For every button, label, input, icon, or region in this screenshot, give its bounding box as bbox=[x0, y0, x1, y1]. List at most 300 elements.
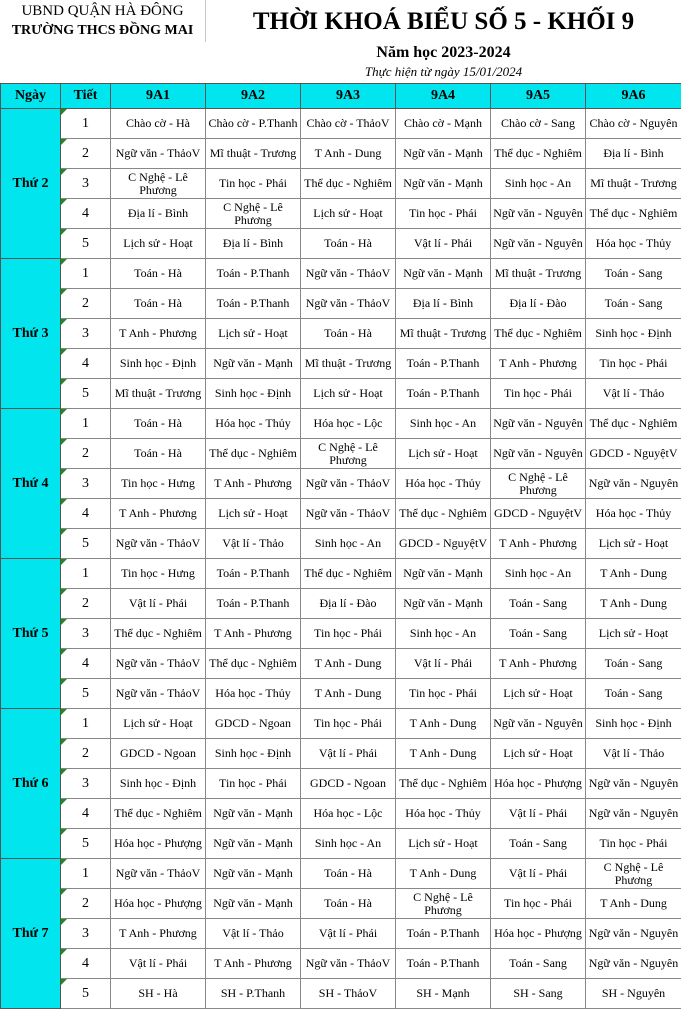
lesson-cell: Toán - P.Thanh bbox=[396, 949, 491, 979]
lesson-cell: T Anh - Dung bbox=[586, 889, 681, 919]
period-number bbox=[61, 739, 111, 769]
lesson-cell: Chào cờ - P.Thanh bbox=[206, 109, 301, 139]
lesson-cell: Toán - Hà bbox=[111, 409, 206, 439]
lesson-cell: Địa lí - Đào bbox=[301, 589, 396, 619]
table-row bbox=[1, 679, 681, 709]
lesson-cell: SH - Mạnh bbox=[396, 979, 491, 1009]
lesson-cell: Tin học - Phái bbox=[396, 199, 491, 229]
table-row bbox=[1, 259, 681, 289]
lesson-cell: GDCD - NguyệtV bbox=[491, 499, 586, 529]
lesson-cell: Lịch sử - Hoạt bbox=[206, 319, 301, 349]
lesson-cell: Lịch sử - Hoạt bbox=[301, 199, 396, 229]
lesson-cell: SH - Hà bbox=[111, 979, 206, 1009]
lesson-cell: Toán - P.Thanh bbox=[206, 589, 301, 619]
lesson-cell: Thể dục - Nghiêm bbox=[491, 139, 586, 169]
lesson-cell: Toán - Hà bbox=[111, 439, 206, 469]
cell-marker-icon bbox=[61, 829, 67, 835]
class-header-9a5: 9A5 bbox=[491, 84, 586, 109]
cell-marker-icon bbox=[61, 319, 67, 325]
cell-marker-icon bbox=[61, 649, 67, 655]
table-row bbox=[1, 589, 681, 619]
lesson-cell: Thể dục - Nghiêm bbox=[206, 649, 301, 679]
period-label: 3 bbox=[82, 626, 89, 641]
lesson-cell: Hóa học - Thủy bbox=[206, 679, 301, 709]
lesson-cell: T Anh - Dung bbox=[586, 589, 681, 619]
table-row bbox=[1, 109, 681, 139]
period-label: 1 bbox=[82, 566, 89, 581]
lesson-cell: Toán - Sang bbox=[491, 829, 586, 859]
table-row bbox=[1, 349, 681, 379]
class-header-9a3: 9A3 bbox=[301, 84, 396, 109]
lesson-cell: Toán - P.Thanh bbox=[206, 559, 301, 589]
lesson-cell: Toán - Sang bbox=[586, 289, 681, 319]
lesson-cell: Sinh học - Định bbox=[206, 739, 301, 769]
lesson-cell: Địa lí - Đào bbox=[491, 289, 586, 319]
lesson-cell: Mĩ thuật - Trương bbox=[301, 349, 396, 379]
lesson-cell: T Anh - Phương bbox=[206, 469, 301, 499]
lesson-cell: Sinh học - Định bbox=[111, 769, 206, 799]
lesson-cell: Lịch sử - Hoạt bbox=[111, 709, 206, 739]
lesson-cell: Hóa học - Phượng bbox=[111, 829, 206, 859]
cell-marker-icon bbox=[61, 229, 67, 235]
lesson-cell: Thể dục - Nghiêm bbox=[396, 499, 491, 529]
cell-marker-icon bbox=[61, 289, 67, 295]
cell-marker-icon bbox=[61, 499, 67, 505]
lesson-cell: Sinh học - An bbox=[491, 169, 586, 199]
lesson-cell: Vật lí - Thảo bbox=[586, 739, 681, 769]
period-number bbox=[61, 649, 111, 679]
timetable bbox=[0, 83, 681, 1009]
lesson-cell: Lịch sử - Hoạt bbox=[396, 829, 491, 859]
period-number bbox=[61, 409, 111, 439]
lesson-cell: Tin học - Phái bbox=[586, 829, 681, 859]
lesson-cell: T Anh - Dung bbox=[396, 709, 491, 739]
lesson-cell: Toán - P.Thanh bbox=[396, 919, 491, 949]
cell-marker-icon bbox=[61, 409, 67, 415]
lesson-cell: Sinh học - An bbox=[396, 619, 491, 649]
lesson-cell: Tin học - Phái bbox=[301, 619, 396, 649]
lesson-cell: Lịch sử - Hoạt bbox=[111, 229, 206, 259]
lesson-cell: Địa lí - Bình bbox=[111, 199, 206, 229]
lesson-cell: Vật lí - Thảo bbox=[206, 919, 301, 949]
period-label: 4 bbox=[82, 806, 89, 821]
class-header-9a4: 9A4 bbox=[396, 84, 491, 109]
lesson-cell: SH - P.Thanh bbox=[206, 979, 301, 1009]
table-row bbox=[1, 979, 681, 1009]
table-row bbox=[1, 289, 681, 319]
period-label: 4 bbox=[82, 506, 89, 521]
lesson-cell: GDCD - Ngoan bbox=[301, 769, 396, 799]
lesson-cell: C Nghệ - Lê Phương bbox=[491, 469, 586, 499]
lesson-cell: Địa lí - Bình bbox=[206, 229, 301, 259]
day-label: Thứ 6 bbox=[1, 709, 61, 859]
table-row bbox=[1, 379, 681, 409]
period-number bbox=[61, 439, 111, 469]
lesson-cell: Vật lí - Phái bbox=[301, 739, 396, 769]
cell-marker-icon bbox=[61, 379, 67, 385]
period-label: 5 bbox=[82, 836, 89, 851]
lesson-cell: Mĩ thuật - Trương bbox=[111, 379, 206, 409]
lesson-cell: Hóa học - Thủy bbox=[586, 499, 681, 529]
lesson-cell: Ngữ văn - ThảoV bbox=[301, 469, 396, 499]
period-label: 4 bbox=[82, 656, 89, 671]
lesson-cell: Sinh học - An bbox=[301, 529, 396, 559]
lesson-cell: Vật lí - Phái bbox=[301, 919, 396, 949]
table-row bbox=[1, 139, 681, 169]
table-row bbox=[1, 739, 681, 769]
lesson-cell: Ngữ văn - Mạnh bbox=[396, 259, 491, 289]
lesson-cell: Hóa học - Lộc bbox=[301, 409, 396, 439]
lesson-cell: Toán - Sang bbox=[491, 949, 586, 979]
lesson-cell: Tin học - Phái bbox=[396, 679, 491, 709]
lesson-cell: Toán - Sang bbox=[586, 649, 681, 679]
lesson-cell: Hóa học - Phượng bbox=[111, 889, 206, 919]
lesson-cell: Ngữ văn - Mạnh bbox=[206, 829, 301, 859]
lesson-cell: Mĩ thuật - Trương bbox=[491, 259, 586, 289]
period-number bbox=[61, 289, 111, 319]
table-row bbox=[1, 709, 681, 739]
lesson-cell: Ngữ văn - Mạnh bbox=[206, 799, 301, 829]
lesson-cell: Toán - Sang bbox=[491, 619, 586, 649]
cell-marker-icon bbox=[61, 349, 67, 355]
lesson-cell: Hóa học - Lộc bbox=[301, 799, 396, 829]
cell-marker-icon bbox=[61, 559, 67, 565]
period-label: 3 bbox=[82, 176, 89, 191]
table-row bbox=[1, 769, 681, 799]
period-number bbox=[61, 679, 111, 709]
table-row bbox=[1, 229, 681, 259]
period-label: 5 bbox=[82, 236, 89, 251]
lesson-cell: C Nghệ - Lê Phương bbox=[206, 199, 301, 229]
lesson-cell: Ngữ văn - ThảoV bbox=[301, 949, 396, 979]
period-number bbox=[61, 499, 111, 529]
lesson-cell: SH - ThảoV bbox=[301, 979, 396, 1009]
lesson-cell: Vật lí - Phái bbox=[396, 229, 491, 259]
lesson-cell: Thể dục - Nghiêm bbox=[301, 559, 396, 589]
period-label: 3 bbox=[82, 926, 89, 941]
lesson-cell: Tin học - Phái bbox=[206, 169, 301, 199]
lesson-cell: Ngữ văn - Nguyên bbox=[586, 919, 681, 949]
lesson-cell: Vật lí - Phái bbox=[396, 649, 491, 679]
lesson-cell: Hóa học - Phượng bbox=[491, 919, 586, 949]
period-label: 2 bbox=[82, 746, 89, 761]
lesson-cell: Ngữ văn - Mạnh bbox=[206, 859, 301, 889]
lesson-cell: T Anh - Phương bbox=[111, 919, 206, 949]
lesson-cell: Ngữ văn - Nguyên bbox=[491, 409, 586, 439]
period-number bbox=[61, 859, 111, 889]
lesson-cell: Thể dục - Nghiêm bbox=[301, 169, 396, 199]
class-header-9a2: 9A2 bbox=[206, 84, 301, 109]
lesson-cell: Vật lí - Thảo bbox=[586, 379, 681, 409]
cell-marker-icon bbox=[61, 109, 67, 115]
period-number bbox=[61, 469, 111, 499]
lesson-cell: Sinh học - Định bbox=[586, 319, 681, 349]
lesson-cell: Toán - P.Thanh bbox=[206, 259, 301, 289]
lesson-cell: T Anh - Phương bbox=[206, 949, 301, 979]
lesson-cell: Sinh học - An bbox=[396, 409, 491, 439]
period-label: 3 bbox=[82, 776, 89, 791]
lesson-cell: SH - Sang bbox=[491, 979, 586, 1009]
lesson-cell: Lịch sử - Hoạt bbox=[491, 739, 586, 769]
cell-marker-icon bbox=[61, 799, 67, 805]
period-label: 4 bbox=[82, 956, 89, 971]
lesson-cell: Chào cờ - Mạnh bbox=[396, 109, 491, 139]
period-number bbox=[61, 169, 111, 199]
lesson-cell: Toán - Hà bbox=[301, 859, 396, 889]
period-number bbox=[61, 889, 111, 919]
lesson-cell: Thể dục - Nghiêm bbox=[586, 409, 681, 439]
period-number bbox=[61, 109, 111, 139]
period-number bbox=[61, 829, 111, 859]
period-number bbox=[61, 379, 111, 409]
period-label: 4 bbox=[82, 206, 89, 221]
lesson-cell: T Anh - Dung bbox=[396, 739, 491, 769]
lesson-cell: Tin học - Phái bbox=[206, 769, 301, 799]
lesson-cell: Hóa học - Phượng bbox=[491, 769, 586, 799]
lesson-cell: Chào cờ - Hà bbox=[111, 109, 206, 139]
lesson-cell: Ngữ văn - ThảoV bbox=[111, 679, 206, 709]
lesson-cell: Toán - Sang bbox=[586, 259, 681, 289]
lesson-cell: T Anh - Phương bbox=[491, 349, 586, 379]
lesson-cell: C Nghệ - Lê Phương bbox=[586, 859, 681, 889]
day-column-header: Ngày bbox=[1, 84, 61, 109]
period-label: 5 bbox=[82, 536, 89, 551]
table-row bbox=[1, 499, 681, 529]
class-header-9a1: 9A1 bbox=[111, 84, 206, 109]
lesson-cell: Toán - Hà bbox=[301, 229, 396, 259]
lesson-cell: C Nghệ - Lê Phương bbox=[396, 889, 491, 919]
lesson-cell: Sinh học - Định bbox=[206, 379, 301, 409]
period-label: 1 bbox=[82, 866, 89, 881]
table-row bbox=[1, 859, 681, 889]
lesson-cell: Ngữ văn - Nguyên bbox=[491, 709, 586, 739]
lesson-cell: T Anh - Dung bbox=[396, 859, 491, 889]
lesson-cell: Vật lí - Phái bbox=[111, 589, 206, 619]
cell-marker-icon bbox=[61, 439, 67, 445]
period-number bbox=[61, 319, 111, 349]
period-number bbox=[61, 259, 111, 289]
period-number bbox=[61, 229, 111, 259]
lesson-cell: Vật lí - Thảo bbox=[206, 529, 301, 559]
lesson-cell: Lịch sử - Hoạt bbox=[586, 619, 681, 649]
day-label: Thứ 2 bbox=[1, 109, 61, 259]
period-label: 2 bbox=[82, 146, 89, 161]
lesson-cell: Toán - P.Thanh bbox=[396, 349, 491, 379]
lesson-cell: C Nghệ - Lê Phương bbox=[111, 169, 206, 199]
table-row bbox=[1, 919, 681, 949]
table-row bbox=[1, 199, 681, 229]
cell-marker-icon bbox=[61, 949, 67, 955]
cell-marker-icon bbox=[61, 859, 67, 865]
lesson-cell: Lịch sử - Hoạt bbox=[206, 499, 301, 529]
cell-marker-icon bbox=[61, 139, 67, 145]
lesson-cell: T Anh - Phương bbox=[491, 529, 586, 559]
period-label: 2 bbox=[82, 596, 89, 611]
lesson-cell: GDCD - Ngoan bbox=[206, 709, 301, 739]
period-number bbox=[61, 949, 111, 979]
lesson-cell: Toán - Hà bbox=[111, 259, 206, 289]
lesson-cell: Ngữ văn - Nguyên bbox=[491, 199, 586, 229]
lesson-cell: T Anh - Dung bbox=[301, 139, 396, 169]
table-row bbox=[1, 169, 681, 199]
lesson-cell: Ngữ văn - ThảoV bbox=[111, 529, 206, 559]
period-label: 1 bbox=[82, 416, 89, 431]
lesson-cell: Ngữ văn - ThảoV bbox=[111, 139, 206, 169]
header-row bbox=[1, 84, 681, 109]
lesson-cell: Hóa học - Thủy bbox=[396, 469, 491, 499]
period-number bbox=[61, 349, 111, 379]
period-label: 2 bbox=[82, 896, 89, 911]
lesson-cell: GDCD - NguyệtV bbox=[396, 529, 491, 559]
cell-marker-icon bbox=[61, 469, 67, 475]
period-label: 5 bbox=[82, 986, 89, 1001]
lesson-cell: Vật lí - Phái bbox=[491, 859, 586, 889]
lesson-cell: Thể dục - Nghiêm bbox=[111, 619, 206, 649]
lesson-cell: Tin học - Hưng bbox=[111, 559, 206, 589]
period-column-header: Tiết bbox=[61, 84, 111, 109]
school-year: Năm học 2023-2024 bbox=[206, 42, 681, 64]
lesson-cell: Lịch sử - Hoạt bbox=[301, 379, 396, 409]
lesson-cell: Ngữ văn - Mạnh bbox=[206, 349, 301, 379]
lesson-cell: Toán - Hà bbox=[111, 289, 206, 319]
cell-marker-icon bbox=[61, 979, 67, 985]
cell-marker-icon bbox=[61, 619, 67, 625]
lesson-cell: Ngữ văn - Nguyên bbox=[586, 769, 681, 799]
period-label: 4 bbox=[82, 356, 89, 371]
lesson-cell: Chào cờ - ThảoV bbox=[301, 109, 396, 139]
lesson-cell: Ngữ văn - ThảoV bbox=[111, 859, 206, 889]
table-row bbox=[1, 469, 681, 499]
lesson-cell: Lịch sử - Hoạt bbox=[586, 529, 681, 559]
lesson-cell: Thể dục - Nghiêm bbox=[111, 799, 206, 829]
lesson-cell: Ngữ văn - Nguyên bbox=[586, 799, 681, 829]
lesson-cell: Tin học - Phái bbox=[491, 379, 586, 409]
lesson-cell: T Anh - Phương bbox=[491, 649, 586, 679]
lesson-cell: GDCD - Ngoan bbox=[111, 739, 206, 769]
cell-marker-icon bbox=[61, 889, 67, 895]
lesson-cell: T Anh - Phương bbox=[111, 319, 206, 349]
cell-marker-icon bbox=[61, 529, 67, 535]
period-label: 2 bbox=[82, 446, 89, 461]
lesson-cell: T Anh - Dung bbox=[301, 649, 396, 679]
lesson-cell: Ngữ văn - Mạnh bbox=[396, 589, 491, 619]
lesson-cell: Toán - Hà bbox=[301, 889, 396, 919]
period-number bbox=[61, 709, 111, 739]
district-name: UBND QUẬN HÀ ĐÔNG bbox=[0, 1, 205, 21]
period-number bbox=[61, 199, 111, 229]
table-row bbox=[1, 829, 681, 859]
day-label: Thứ 5 bbox=[1, 559, 61, 709]
cell-marker-icon bbox=[61, 199, 67, 205]
school-info bbox=[0, 0, 206, 42]
lesson-cell: T Anh - Dung bbox=[301, 679, 396, 709]
lesson-cell: Hóa học - Thủy bbox=[586, 229, 681, 259]
lesson-cell: Mĩ thuật - Trương bbox=[396, 319, 491, 349]
lesson-cell: Toán - Sang bbox=[586, 679, 681, 709]
lesson-cell: Lịch sử - Hoạt bbox=[396, 439, 491, 469]
lesson-cell: T Anh - Phương bbox=[111, 499, 206, 529]
table-row bbox=[1, 949, 681, 979]
lesson-cell: Vật lí - Phái bbox=[111, 949, 206, 979]
period-number bbox=[61, 979, 111, 1009]
period-number bbox=[61, 799, 111, 829]
lesson-cell: Thể dục - Nghiêm bbox=[491, 319, 586, 349]
table-row bbox=[1, 889, 681, 919]
lesson-cell: Ngữ văn - Nguyên bbox=[586, 469, 681, 499]
lesson-cell: Thể dục - Nghiêm bbox=[206, 439, 301, 469]
lesson-cell: Sinh học - An bbox=[301, 829, 396, 859]
period-number bbox=[61, 529, 111, 559]
table-row bbox=[1, 799, 681, 829]
cell-marker-icon bbox=[61, 739, 67, 745]
lesson-cell: Mĩ thuật - Trương bbox=[586, 169, 681, 199]
day-label: Thứ 3 bbox=[1, 259, 61, 409]
school-name: TRƯỜNG THCS ĐỒNG MAI bbox=[0, 21, 205, 41]
period-label: 1 bbox=[82, 116, 89, 131]
lesson-cell: Tin học - Phái bbox=[301, 709, 396, 739]
period-number bbox=[61, 769, 111, 799]
lesson-cell: Toán - P.Thanh bbox=[206, 289, 301, 319]
lesson-cell: Tin học - Phái bbox=[586, 349, 681, 379]
lesson-cell: C Nghệ - Lê Phương bbox=[301, 439, 396, 469]
table-row bbox=[1, 529, 681, 559]
period-label: 5 bbox=[82, 386, 89, 401]
lesson-cell: GDCD - NguyệtV bbox=[586, 439, 681, 469]
lesson-cell: SH - Nguyên bbox=[586, 979, 681, 1009]
day-label: Thứ 4 bbox=[1, 409, 61, 559]
period-label: 2 bbox=[82, 296, 89, 311]
table-row bbox=[1, 319, 681, 349]
lesson-cell: Chào cờ - Sang bbox=[491, 109, 586, 139]
period-label: 5 bbox=[82, 686, 89, 701]
lesson-cell: Tin học - Phái bbox=[491, 889, 586, 919]
table-row bbox=[1, 439, 681, 469]
cell-marker-icon bbox=[61, 709, 67, 715]
cell-marker-icon bbox=[61, 769, 67, 775]
page-header bbox=[0, 0, 681, 83]
lesson-cell: Sinh học - An bbox=[491, 559, 586, 589]
lesson-cell: Ngữ văn - Mạnh bbox=[396, 169, 491, 199]
effective-date: Thực hiện từ ngày 15/01/2024 bbox=[206, 63, 681, 81]
lesson-cell: Sinh học - Định bbox=[586, 709, 681, 739]
lesson-cell: Toán - Hà bbox=[301, 319, 396, 349]
lesson-cell: Toán - P.Thanh bbox=[396, 379, 491, 409]
lesson-cell: Toán - Sang bbox=[491, 589, 586, 619]
lesson-cell: Ngữ văn - Mạnh bbox=[206, 889, 301, 919]
lesson-cell: T Anh - Phương bbox=[206, 619, 301, 649]
lesson-cell: Ngữ văn - Mạnh bbox=[396, 559, 491, 589]
period-number bbox=[61, 619, 111, 649]
page-title: THỜI KHOÁ BIỂU SỐ 5 - KHỐI 9 bbox=[206, 0, 681, 42]
period-number bbox=[61, 559, 111, 589]
lesson-cell: Mĩ thuật - Trương bbox=[206, 139, 301, 169]
lesson-cell: Ngữ văn - ThảoV bbox=[301, 289, 396, 319]
lesson-cell: Ngữ văn - Nguyên bbox=[491, 439, 586, 469]
period-label: 3 bbox=[82, 326, 89, 341]
lesson-cell: Hóa học - Thủy bbox=[396, 799, 491, 829]
lesson-cell: Lịch sử - Hoạt bbox=[491, 679, 586, 709]
lesson-cell: T Anh - Dung bbox=[586, 559, 681, 589]
period-label: 3 bbox=[82, 476, 89, 491]
period-number bbox=[61, 139, 111, 169]
lesson-cell: Ngữ văn - ThảoV bbox=[111, 649, 206, 679]
cell-marker-icon bbox=[61, 589, 67, 595]
period-number bbox=[61, 919, 111, 949]
lesson-cell: Ngữ văn - Nguyên bbox=[586, 949, 681, 979]
lesson-cell: Hóa học - Thủy bbox=[206, 409, 301, 439]
period-label: 1 bbox=[82, 716, 89, 731]
table-row bbox=[1, 619, 681, 649]
